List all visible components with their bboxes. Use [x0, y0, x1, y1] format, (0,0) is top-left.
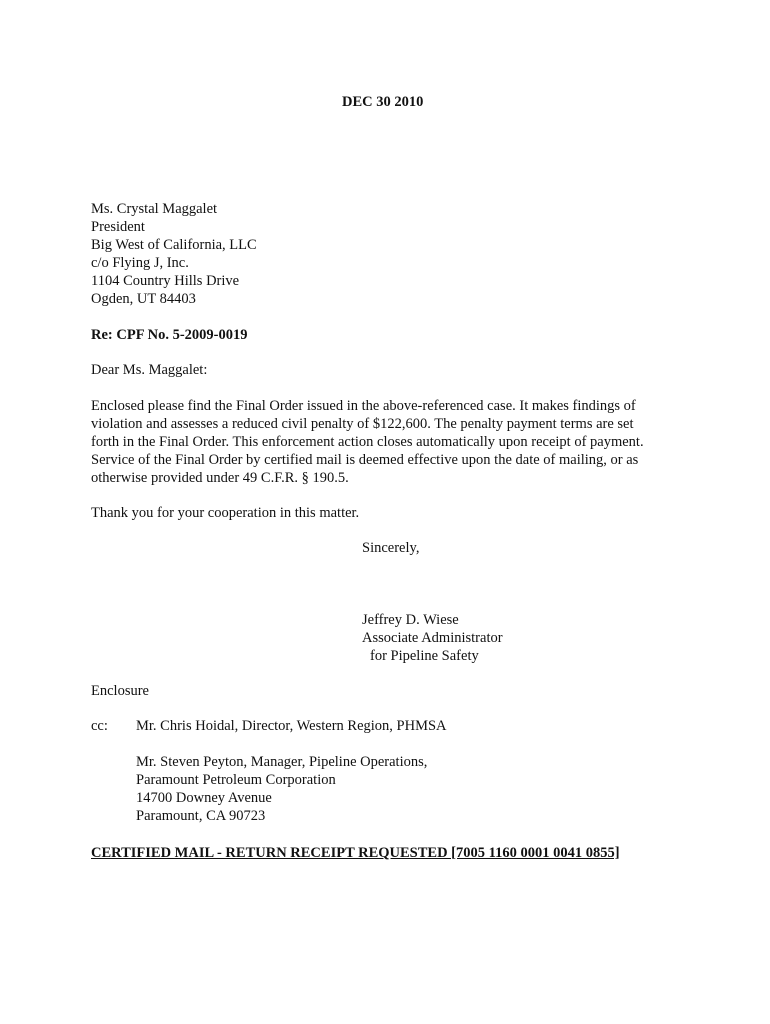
body-line: Enclosed please find the Final Order issued in the above-referenced case. It makes findings of — [91, 398, 636, 414]
cc-second-street: 14700 Downey Avenue — [136, 790, 272, 806]
body-line: otherwise provided under 49 C.F.R. § 190.5. — [91, 470, 349, 486]
certified-mail-notice: CERTIFIED MAIL - RETURN RECEIPT REQUESTED [7005 1160 0001 0041 0855] — [91, 845, 620, 861]
cc-second-name: Mr. Steven Peyton, Manager, Pipeline Operations, — [136, 754, 428, 770]
letter-date: DEC 30 2010 — [342, 94, 424, 110]
cc-label: cc: — [91, 718, 108, 734]
recipient-name: Ms. Crystal Maggalet — [91, 201, 218, 217]
recipient-title: President — [91, 219, 145, 235]
body-line: violation and assesses a reduced civil penalty of $122,600. The penalty payment terms are set — [91, 416, 634, 432]
signer-title: Associate Administrator — [362, 630, 503, 646]
signer-office — [362, 647, 503, 665]
signature-block — [362, 611, 503, 665]
closing: Sincerely, — [362, 540, 420, 556]
recipient-company: Big West of California, LLC — [91, 237, 257, 253]
recipient-street: 1104 Country Hills Drive — [91, 273, 240, 289]
signer-office-text: for Pipeline Safety — [370, 648, 479, 664]
cc-second-recipient — [136, 753, 427, 825]
body-paragraph — [91, 397, 691, 487]
body-line: forth in the Final Order. This enforcement action closes automatically upon receipt of payment. — [91, 434, 644, 450]
thank-you-line: Thank you for your cooperation in this matter. — [91, 505, 360, 521]
enclosure-note: Enclosure — [91, 683, 149, 699]
recipient-city: Ogden, UT 84403 — [91, 291, 196, 307]
cc-second-company: Paramount Petroleum Corporation — [136, 772, 336, 788]
cc-first-recipient — [136, 717, 447, 735]
recipient-care-of: c/o Flying J, Inc. — [91, 255, 189, 271]
cc-first-line: Mr. Chris Hoidal, Director, Western Region, PHMSA — [136, 718, 447, 734]
recipient-address — [91, 200, 257, 308]
salutation: Dear Ms. Maggalet: — [91, 362, 208, 378]
cc-second-city: Paramount, CA 90723 — [136, 808, 266, 824]
signer-name: Jeffrey D. Wiese — [362, 612, 459, 628]
body-line: Service of the Final Order by certified mail is deemed effective upon the date of mailing, or as — [91, 452, 639, 468]
reference-line: Re: CPF No. 5-2009-0019 — [91, 327, 248, 343]
